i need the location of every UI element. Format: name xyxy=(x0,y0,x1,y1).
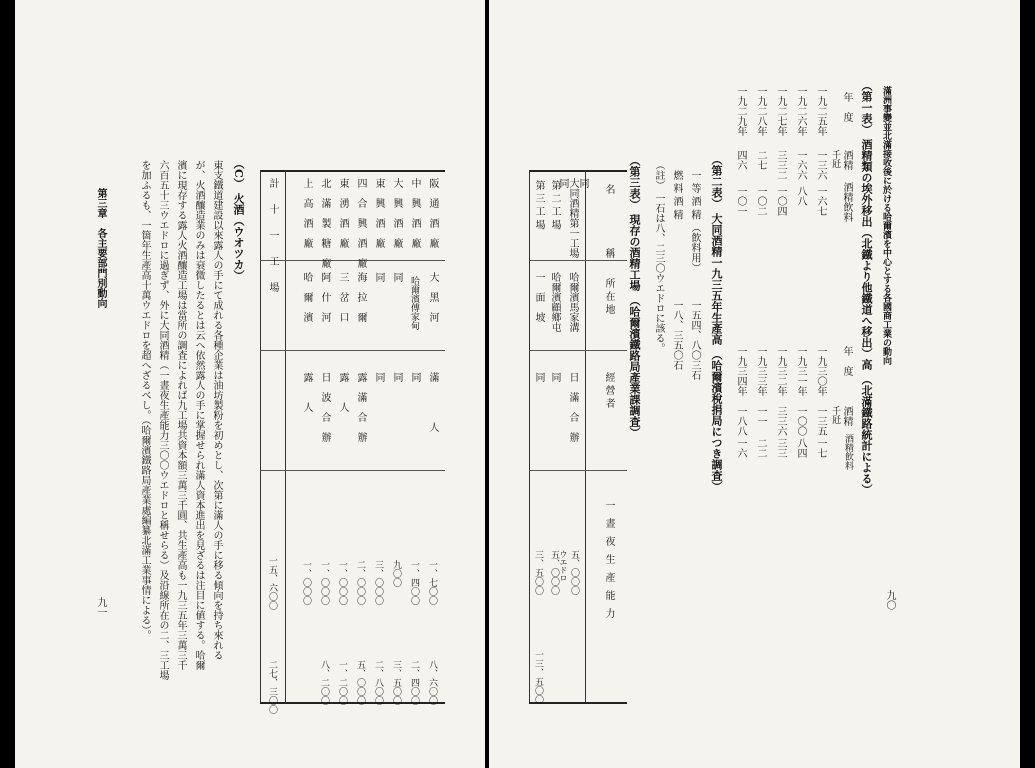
t2-label: 燃 料 酒 精 xyxy=(671,170,682,220)
t1-row-drink: 一〇一 xyxy=(735,186,746,216)
t3-ditto: 同 xyxy=(557,178,568,188)
cont-row-owner: 日 波 合 辦 xyxy=(319,372,330,442)
cont-total-right: 二七、三〇〇 xyxy=(267,660,277,714)
cont-right-total: 八、二〇〇 xyxy=(319,660,329,705)
running-header: 滿洲事變並北滿接收後に於ける哈爾濱を中心とする各國商工業の動向 xyxy=(881,86,891,365)
paragraph-line: が、火酒釀造業のみは衰微したるとは云へ依然露人の手に掌握せられ滿人資本進出を見ざるは注目に値する。哈爾 xyxy=(193,160,204,670)
t3-cap-unit: ウエドロ xyxy=(559,550,568,582)
paragraph-line: 東支鐵道建設以來露人の手にて成れる各種企業は油坊製粉を初めとし、次第に滿人の手に移る傾向を持ち來れる xyxy=(211,160,222,660)
cont-row-place: 同 xyxy=(391,272,402,282)
table1-unit: 千瓩 xyxy=(830,150,840,168)
cont-row-name: 大 興 酒 廠 xyxy=(391,178,402,248)
t3-row-name: 大同酒精第一工場 xyxy=(567,178,578,258)
t3-header-capacity: 一晝夜生產能力 xyxy=(603,500,614,626)
t1-row-year2: 一九三二年 xyxy=(775,346,786,396)
col-alcohol: 酒精 xyxy=(841,150,852,170)
table1-unit2: 千瓩 xyxy=(830,406,840,424)
cont-row-owner: 露 人 xyxy=(301,372,312,412)
col-year: 年 度 xyxy=(841,92,852,122)
t3-row-name: 第 三 工 場 xyxy=(533,180,544,230)
table3-header-rule xyxy=(585,170,586,702)
cont-row-cap: 二、〇〇〇 xyxy=(355,560,365,605)
t1-row-alcohol: 一六六 xyxy=(795,150,806,180)
running-footer: 第三章 各主要部門別動向 xyxy=(95,188,106,308)
page-number: 九〇 xyxy=(884,590,895,610)
cont-row-place: 哈爾濱傅家甸 xyxy=(409,276,419,330)
cont-row-name: 阪 通 酒 廠 xyxy=(427,178,438,248)
cont-right-total: 八、六〇〇 xyxy=(427,660,437,705)
t1-row-year: 一九二八年 xyxy=(755,86,766,136)
paragraph-line: 濱に現存する露人火酒釀造工場は當所の調査によれば九工場共資本額三萬三千圓、共生產高も一九三五年三萬三千 xyxy=(175,160,186,670)
t3-row-owner: 同 xyxy=(549,372,560,382)
t3-header-name: 名 稱 xyxy=(603,184,614,264)
t1-row-year2: 一九三〇年 xyxy=(815,346,826,396)
cont-row-cap: 一、〇〇〇 xyxy=(337,560,347,605)
t3-ditto: 同 xyxy=(577,178,588,188)
right-page xyxy=(489,0,1020,768)
cont-row-cap: 一、四〇〇 xyxy=(409,560,419,605)
section-title: （C） 火酒（ウオツカ） xyxy=(232,158,245,281)
t1-row-drink2: 八四 xyxy=(795,438,806,458)
col-rule xyxy=(529,350,627,351)
t1-row-year: 一九二七年 xyxy=(775,86,786,136)
cont-row-name: 東 興 酒 廠 xyxy=(373,178,384,248)
table3-caption: （第三表） 現存の酒精工場 （哈爾濱鐵路局產業課調査） xyxy=(628,155,641,438)
cont-row-place: 海 拉 爾 xyxy=(355,272,366,322)
col-rule xyxy=(260,350,445,351)
t1-row-drink2: 一七 xyxy=(815,438,826,458)
cont-row-place: 三 岔 口 xyxy=(337,272,348,322)
cont-right-total: 五、〇〇〇 xyxy=(355,660,365,705)
table-cont-total-rule xyxy=(285,170,286,702)
t1-row-drink2: 三三 xyxy=(775,438,786,458)
cont-row-owner: 露 人 xyxy=(337,372,348,412)
cont-row-place: 阿 什 河 xyxy=(319,272,330,322)
t3-row-cap: 三、五〇〇 xyxy=(533,550,543,595)
t2-label: 一 等 酒 精 （飲料用） xyxy=(689,170,700,273)
page-number: 九一 xyxy=(95,597,106,617)
cont-right-total: 三、五〇〇 xyxy=(391,660,401,705)
paragraph-line: を加ふるも、一箇年生產高十萬ウエドロを超へざるべし。（哈爾濱鐵路局產業處編纂北滿工業事情による）。 xyxy=(139,160,150,640)
t1-row-year2: 一九三一年 xyxy=(795,346,806,396)
t1-row-alcohol2: 一〇〇 xyxy=(795,406,806,436)
t1-row-year2: 一九三三年 xyxy=(755,346,766,396)
t2-value: 一五四、八〇三石 xyxy=(689,300,700,380)
paragraph-line: 六百五十三ウエドロに過ぎず、外に大同酒精（一晝夜生產能力三〇〇ウエドロと稱せらる）及沿線所在の二、三工場 xyxy=(157,160,168,680)
t3-row-cap: 五、〇〇〇 xyxy=(549,550,559,595)
cont-row-name: 四 合 興 酒 廠 xyxy=(355,178,366,268)
t1-row-alcohol2: 一三五 xyxy=(815,406,826,436)
t1-row-drink2: 二二 xyxy=(755,438,766,458)
t1-row-year: 一九二九年 xyxy=(735,86,746,136)
col-rule xyxy=(260,260,445,261)
cont-row-owner: 同 xyxy=(409,372,420,382)
cont-total-left: 一五、六〇〇 xyxy=(267,556,277,610)
table-cont-edge xyxy=(260,170,261,702)
cont-row-name: 上 高 酒 廠 xyxy=(301,178,312,248)
cont-row-cap: 九〇〇 xyxy=(391,560,401,587)
t1-row-alcohol2: 一八八 xyxy=(735,406,746,436)
col-alcohol2: 酒精 xyxy=(841,406,852,426)
col-rule xyxy=(260,470,445,471)
t3-row-owner: 同 xyxy=(533,372,544,382)
cont-row-cap: 一、七〇〇 xyxy=(427,560,437,605)
t3-total: 一三、五〇〇 xyxy=(533,650,543,704)
cont-right-total: 二、八〇〇 xyxy=(373,660,383,705)
t1-row-drink: 一〇二 xyxy=(755,186,766,216)
cont-row-owner: 同 xyxy=(373,372,384,382)
cont-row-place: 哈 爾 濱 xyxy=(301,272,312,322)
t1-row-alcohol2: 一一 xyxy=(755,406,766,426)
t1-row-drink: 八八 xyxy=(795,186,806,206)
table-cont-top-rule xyxy=(260,170,445,172)
cont-row-cap: 一、〇〇〇 xyxy=(301,560,311,605)
t1-row-alcohol: 四六 xyxy=(735,150,746,170)
t3-header-owner: 經 營 者 xyxy=(603,372,614,409)
cont-row-cap: 一、〇〇〇 xyxy=(319,560,329,605)
cont-row-place: 同 xyxy=(373,272,384,282)
cont-row-name: 北 滿 製 糖 廠 xyxy=(319,178,330,268)
t1-row-year2: 一九三四年 xyxy=(735,346,746,396)
cont-right-total: 一、二〇〇 xyxy=(337,660,347,705)
cont-right-total: 二、四〇〇 xyxy=(409,660,419,705)
col-drink: 酒精飲料 xyxy=(841,182,852,222)
cont-row-owner: 滿 人 xyxy=(427,372,438,432)
t3-row-cap: 五、〇〇〇 xyxy=(569,550,579,595)
table3-bottom-rule xyxy=(529,702,627,704)
t2-value: 一八、三五〇石 xyxy=(671,300,682,370)
t2-note: （註） 一石は八、二三〇ウエドロに該る。 xyxy=(653,160,664,354)
cont-total-label: 計 十 一 工 場 xyxy=(267,178,278,295)
table3-top-rule xyxy=(529,170,627,172)
cont-row-place: 大 黑 河 xyxy=(427,272,438,322)
t1-row-alcohol: 三三二 xyxy=(775,150,786,180)
table1-caption: （第一表） 酒精類の埃外移出（北鐵より他鐵道へ移出）高 （北滿鐵路統計による） xyxy=(860,80,873,495)
t1-row-alcohol: 一三六 xyxy=(815,150,826,180)
t3-row-place: 哈爾濱馬家溝 xyxy=(567,272,578,332)
col-drink2: 酒精飲料 xyxy=(843,434,853,470)
left-page xyxy=(15,0,485,768)
cont-row-name: 東 湧 酒 廠 xyxy=(337,178,348,248)
t1-row-drink2: 一六 xyxy=(735,438,746,458)
cont-row-owner: 同 xyxy=(391,372,402,382)
col-year2: 年 度 xyxy=(841,346,852,376)
t3-row-owner: 日 滿 合 辦 xyxy=(567,372,578,442)
table3-edge xyxy=(529,170,530,702)
col-rule xyxy=(529,470,627,471)
t3-row-place: 一 面 坡 xyxy=(533,272,544,322)
t1-row-alcohol: 二七 xyxy=(755,150,766,170)
t1-row-alcohol2: 三三六 xyxy=(775,406,786,436)
t1-row-year: 一九二五年 xyxy=(815,86,826,136)
cont-row-name: 中 興 酒 廠 xyxy=(409,178,420,248)
t1-row-drink: 一六七 xyxy=(815,186,826,216)
t3-row-name: 第 二 工 場 xyxy=(549,180,560,230)
t1-row-year: 一九二六年 xyxy=(795,86,806,136)
cont-row-cap: 三、〇〇〇 xyxy=(373,560,383,605)
cont-row-owner: 露 滿 合 辦 xyxy=(355,372,366,442)
table2-caption: （第二表） 大同酒精一九三五年生產高 （哈爾濱稅捐局につき調査） xyxy=(710,154,723,492)
t3-row-place: 哈爾濱顧鄉屯 xyxy=(549,272,560,332)
t1-row-drink: 一〇四 xyxy=(775,186,786,216)
t3-header-place: 所 在 地 xyxy=(603,278,614,315)
